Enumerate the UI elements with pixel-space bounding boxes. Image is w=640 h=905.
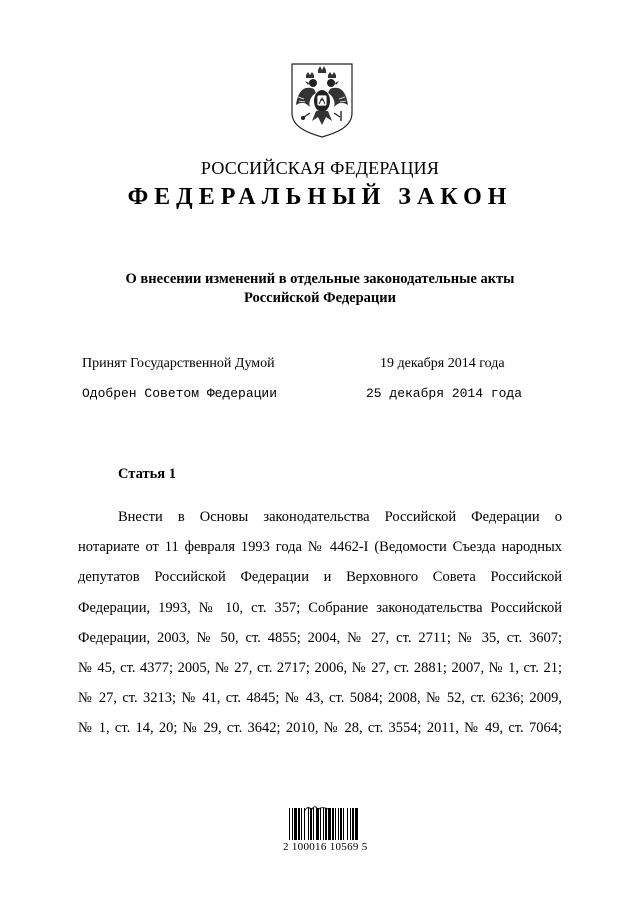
article-line: нотариате от 11 февраля 1993 года № 4462-I (Ведомости Съезда народных	[78, 539, 562, 556]
article-line: депутатов Российской Федерации и Верховного Совета Российской	[78, 569, 562, 586]
law-title	[0, 270, 640, 308]
article-line: № 1, ст. 14, 20; № 29, ст. 3642; 2010, № 28, ст. 3554; 2011, № 49, ст. 7064;	[78, 720, 562, 737]
article-heading: Статья 1	[118, 466, 176, 482]
article-body	[78, 502, 562, 744]
duma-adoption-label: Принят Государственной Думой	[82, 356, 275, 371]
country-name: РОССИЙСКАЯ ФЕДЕРАЦИЯ	[200, 158, 440, 178]
barcode-number: 2 100016 10569 5	[283, 841, 368, 853]
council-approval-date: 25 декабря 2014 года	[366, 386, 523, 401]
article-line: Федерации, 2003, № 50, ст. 4855; 2004, № 27, ст. 2711; № 35, ст. 3607;	[78, 629, 562, 646]
duma-adoption-date: 19 декабря 2014 года	[380, 356, 505, 371]
article-line: № 27, ст. 3213; № 41, ст. 4845; № 43, ст. 5084; 2008, № 52, ст. 6236; 2009,	[78, 690, 562, 707]
article-line: Федерации, 1993, № 10, ст. 357; Собрание законодательства Российской	[78, 599, 562, 616]
law-title-line-1: О внесении изменений в отдельные законодательные акты	[125, 271, 515, 287]
law-type-heading: ФЕДЕРАЛЬНЫЙ ЗАКОН	[127, 184, 513, 210]
article-line: Внести в Основы законодательства Российской Федерации о	[118, 509, 562, 525]
council-approval-label: Одобрен Советом Федерации	[82, 386, 278, 401]
law-title-line-2: Российской Федерации	[243, 290, 396, 306]
article-line: № 45, ст. 4377; 2005, № 27, ст. 2717; 2006, № 27, ст. 2881; 2007, № 1, ст. 21;	[78, 660, 562, 677]
coat-of-arms-icon	[288, 61, 356, 139]
